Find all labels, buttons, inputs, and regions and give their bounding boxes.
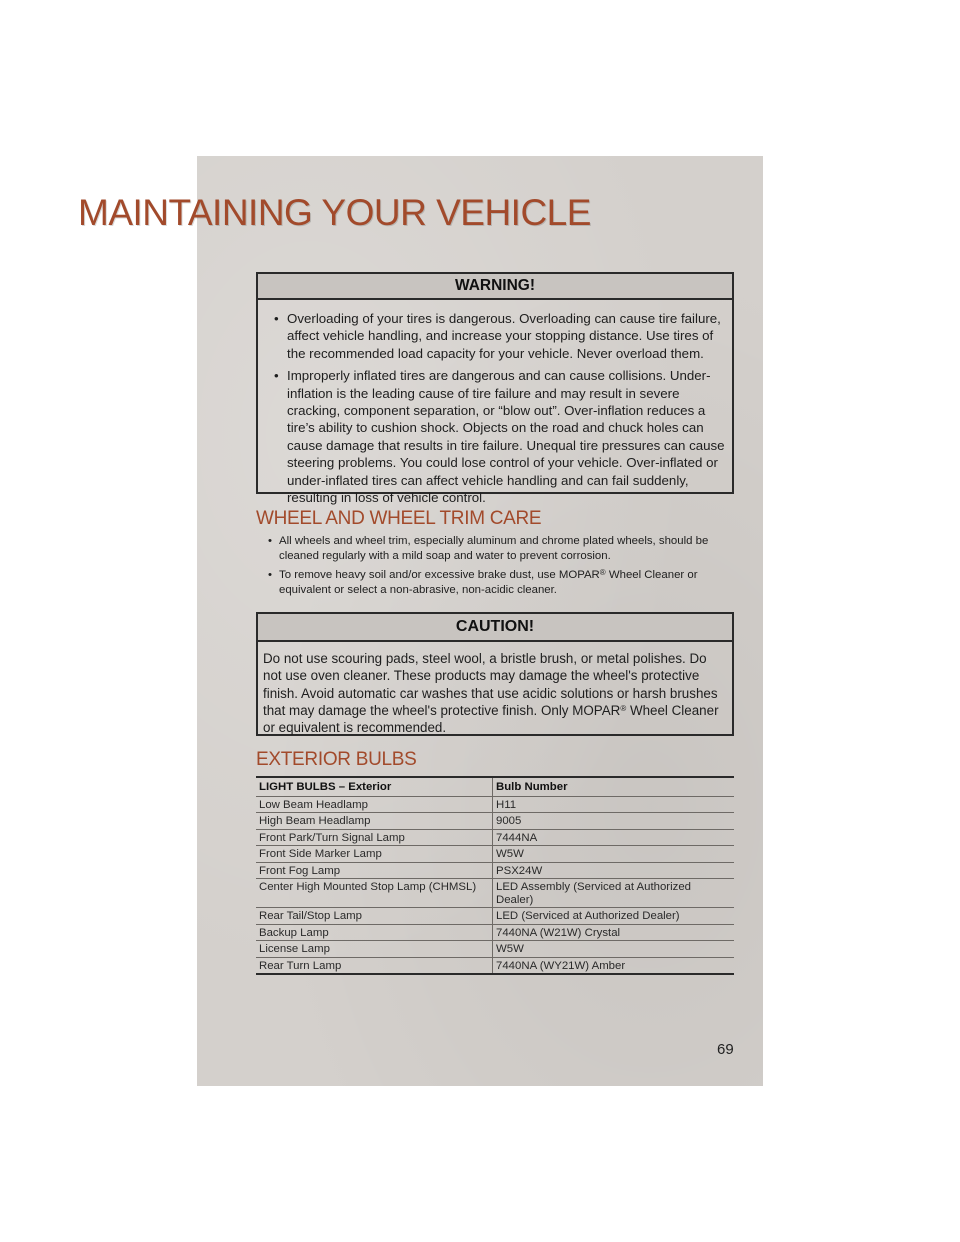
bulb-location: Rear Tail/Stop Lamp (256, 908, 493, 925)
wheel-care-item: • All wheels and wheel trim, especially aluminum and chrome plated wheels, should be cleaned regularly with a mild soap and water to prevent corrosion. (268, 535, 709, 562)
table-row (256, 941, 734, 958)
wheel-care-list (268, 534, 730, 602)
bulb-number: 7440NA (W21W) Crystal (493, 924, 735, 941)
bulb-number: 9005 (493, 813, 735, 830)
bulb-number: 7444NA (493, 829, 735, 846)
caution-text: Do not use scouring pads, steel wool, a bristle brush, or metal polishes. Do not use oven cleaner. These products may damage the wheel's protective finish. Avoid automatic car washes that use acidic solutions or harsh brushes that may damage the wheel's protective finish. Only MOPAR® Wheel Cleaner or equivalent is recommended. (263, 651, 719, 736)
table-row (256, 924, 734, 941)
column-header: Bulb Number (493, 777, 735, 796)
bullet-icon: • (274, 311, 279, 326)
table-row (256, 846, 734, 863)
section-header: MAINTAINING YOUR VEHICLE (78, 192, 591, 233)
bulb-number: LED (Serviced at Authorized Dealer) (493, 908, 735, 925)
bulb-location: Low Beam Headlamp (256, 796, 493, 813)
warning-item: • Improperly inflated tires are dangerous and can cause collisions. Under-inflation is the leading cause of tire failure and may result in severe cracking, component separation, or “blow out”. Over-inflation reduces a tire’s ability to cushion shock. Objects on the road and chuck holes can cause damage that results in tire failure. Unequal tire pressures can cause steering problems. You could lose control of your vehicle. Over-inflated or under-inflated tires can affect vehicle handling and can fail suddenly, resulting in loss of vehicle control. (274, 368, 725, 506)
registered-mark: ® (620, 703, 627, 713)
wheel-care-heading: WHEEL AND WHEEL TRIM CARE (256, 508, 542, 529)
bulb-number: W5W (493, 941, 735, 958)
bulb-number: 7440NA (WY21W) Amber (493, 957, 735, 974)
bulb-number: LED Assembly (Serviced at Authorized Dealer) (493, 879, 735, 908)
bulb-location: Front Fog Lamp (256, 862, 493, 879)
bulb-table (256, 776, 734, 975)
table-row (256, 957, 734, 974)
bullet-icon: • (268, 535, 272, 547)
table-row (256, 879, 734, 908)
bulb-location: Backup Lamp (256, 924, 493, 941)
warning-item: • Overloading of your tires is dangerous. Overloading can cause tire failure, affect vehicle handling, and increase your stopping distance. Use tires of the recommended load capacity for your vehicle. Never overload them. (274, 311, 721, 361)
bulb-location: High Beam Headlamp (256, 813, 493, 830)
table-row (256, 908, 734, 925)
table-row (256, 796, 734, 813)
bulb-number: H11 (493, 796, 735, 813)
table-header-row (256, 777, 734, 796)
bullet-icon: • (274, 368, 279, 384)
bulb-location: Rear Turn Lamp (256, 957, 493, 974)
warning-list (258, 310, 732, 506)
page-number: 69 (717, 1041, 734, 1058)
registered-mark: ® (599, 568, 606, 577)
bulb-location: License Lamp (256, 941, 493, 958)
caution-title: CAUTION! (258, 614, 732, 642)
exterior-bulbs-heading: EXTERIOR BULBS (256, 749, 417, 770)
bulb-number: W5W (493, 846, 735, 863)
bulb-location: Center High Mounted Stop Lamp (CHMSL) (256, 879, 493, 908)
bulb-number: PSX24W (493, 862, 735, 879)
table-row (256, 862, 734, 879)
table-row (256, 813, 734, 830)
warning-box (256, 272, 734, 506)
caution-box (256, 612, 734, 736)
bulb-location: Front Side Marker Lamp (256, 846, 493, 863)
column-header: LIGHT BULBS – Exterior (256, 777, 493, 796)
wheel-care-item: • To remove heavy soil and/or excessive brake dust, use MOPAR® Wheel Cleaner or equivalent or select a non-abrasive, non-acidic cleaner. (268, 568, 698, 596)
bulb-location: Front Park/Turn Signal Lamp (256, 829, 493, 846)
warning-title: WARNING! (258, 274, 732, 300)
bullet-icon: • (268, 569, 272, 581)
table-row (256, 829, 734, 846)
